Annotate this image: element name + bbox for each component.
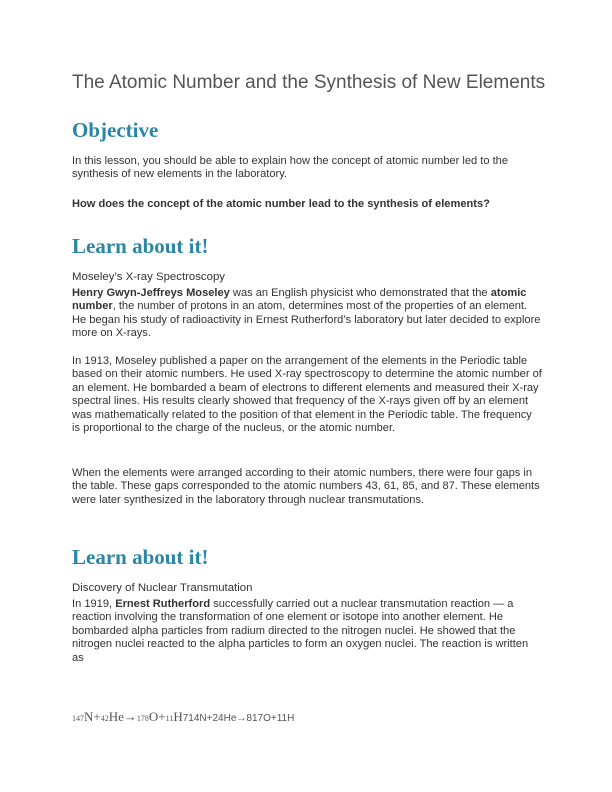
helium-symbol: He	[108, 709, 124, 724]
nitrogen-symbol: N	[84, 709, 94, 724]
text-run: successfully carried out a nuclear transmutation reaction — a reaction involving the transformation of one element or isotope into another element. He bombarded alpha particles from radium directed to the nitrogen nuclei. He showed that the nitrogen nuclei reacted to the alpha particles to form an oxygen nuclei. The reaction is written as	[72, 598, 529, 664]
section1-paragraph-3: When the elements were arranged according to their atomic numbers, there were four gaps in the table. These gaps corresponded to the atomic numbers 43, 61, 85, and 87. These elements were later synthesized in the laboratory through nuclear transmutations.	[72, 467, 540, 506]
plus-sign: +	[93, 709, 101, 724]
moseley-name: Henry Gwyn-Jeffreys Moseley	[72, 287, 230, 299]
equation-plain-text: 714N+24He→817O+11H	[182, 713, 295, 724]
objective-text: In this lesson, you should be able to explain how the concept of atomic number led to the synthesis of new elements in the laboratory.	[72, 155, 509, 181]
atomic-number-term: atomic number	[72, 287, 527, 313]
objective-heading: Objective	[72, 118, 159, 142]
section2-paragraph-1	[72, 598, 542, 665]
text-run: In 1919,	[72, 598, 116, 610]
objective-question: How does the concept of the atomic number lead to the synthesis of elements?	[72, 198, 490, 210]
hydrogen-number: 1	[169, 714, 174, 723]
section1-subheading: Moseley’s X-ray Spectroscopy	[72, 271, 225, 283]
hydrogen-symbol: H	[173, 709, 183, 724]
helium-mass: 4	[100, 714, 105, 723]
plus-sign: +	[158, 709, 166, 724]
section2-heading: Learn about it!	[72, 545, 209, 569]
nitrogen-mass: 14	[72, 714, 80, 723]
text-run: , the number of protons in an atom, determines most of the properties of an element. He began his study of radioactivity in Ernest Rutherford’s laboratory but later decided to explore more on X-rays.	[72, 300, 541, 340]
section2-subheading: Discovery of Nuclear Transmutation	[72, 582, 253, 594]
arrow-icon: →	[123, 709, 137, 724]
rutherford-name: Ernest Rutherford	[115, 598, 211, 610]
text-run: was an English physicist who demonstrated that the	[229, 287, 491, 299]
nitrogen-number: 7	[80, 714, 84, 723]
oxygen-mass: 17	[136, 714, 145, 723]
nuclear-equation	[72, 709, 294, 725]
oxygen-symbol: O	[148, 709, 159, 724]
section1-paragraph-2: In 1913, Moseley published a paper on the arrangement of the elements in the Periodic table based on their atomic numbers. He used X-ray spectroscopy to determine the atomic number of an element. He bombarded a beam of electrons to different elements and measured their X-ray spectral lines. His results clearly showed that frequency of the X-rays given off by an element was mathematically related to the position of that element in the Periodic table. The frequency is proportional to the charge of the nucleus, or the atomic number.	[72, 355, 542, 435]
section1-heading: Learn about it!	[72, 234, 209, 258]
hydrogen-mass: 1	[165, 714, 170, 723]
document-title: The Atomic Number and the Synthesis of New Elements	[72, 72, 546, 93]
oxygen-number: 8	[144, 714, 149, 723]
section1-paragraph-1	[72, 287, 542, 341]
helium-number: 2	[104, 714, 109, 723]
